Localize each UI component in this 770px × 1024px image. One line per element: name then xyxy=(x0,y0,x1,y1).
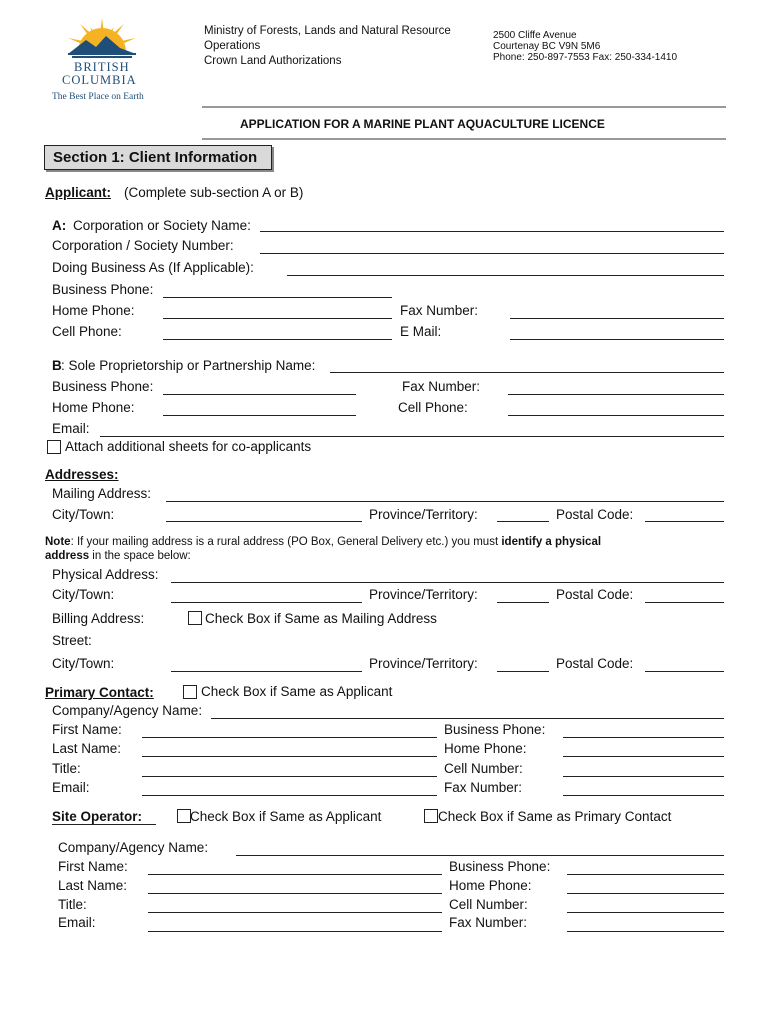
address-line3: Phone: 250-897-7553 Fax: 250-334-1410 xyxy=(493,52,678,63)
billing-label: Billing Address: xyxy=(52,611,145,626)
pc-home-phone-label: Home Phone: xyxy=(444,741,527,756)
mailing-postal-field[interactable] xyxy=(645,521,724,522)
site-operator-label: Site Operator: xyxy=(52,809,143,824)
so-same-applicant-label: Check Box if Same as Applicant xyxy=(190,809,382,824)
bc-sun-mountain-icon xyxy=(50,12,154,60)
addresses-label: Addresses: xyxy=(45,467,119,482)
header-divider xyxy=(202,106,726,108)
b-cell-phone-label: Cell Phone: xyxy=(398,400,468,415)
so-title-label: Title: xyxy=(58,897,87,912)
primary-same-checkbox[interactable] xyxy=(183,685,197,699)
mailing-field[interactable] xyxy=(166,501,724,502)
logo-line1: BRITISH xyxy=(74,60,130,74)
pc-title-field[interactable] xyxy=(142,776,437,777)
pc-business-phone-label: Business Phone: xyxy=(444,722,546,737)
street-label: Street: xyxy=(52,633,92,648)
note-label: Note xyxy=(45,536,71,548)
so-fax-number-label: Fax Number: xyxy=(449,915,528,930)
so-home-phone-field[interactable] xyxy=(567,893,724,894)
a-home-phone-label: Home Phone: xyxy=(52,303,135,318)
physical-postal-label: Postal Code: xyxy=(556,587,634,602)
b-business-phone-field[interactable] xyxy=(163,394,356,395)
sole-prop-field[interactable] xyxy=(330,372,724,373)
a-home-phone-field[interactable] xyxy=(163,318,392,319)
pc-fax-number-label: Fax Number: xyxy=(444,780,523,795)
billing-province-field[interactable] xyxy=(497,671,549,672)
dba-label: Doing Business As (If Applicable): xyxy=(52,260,254,275)
so-same-applicant-checkbox[interactable] xyxy=(177,809,191,823)
b-email-field[interactable] xyxy=(100,436,724,437)
so-same-primary-label: Check Box if Same as Primary Contact xyxy=(438,809,672,824)
so-email-field[interactable] xyxy=(148,931,442,932)
section-title: Section 1: Client Information xyxy=(53,149,258,166)
corp-name-label: Corporation or Society Name: xyxy=(73,218,251,233)
pc-business-phone-field[interactable] xyxy=(563,737,724,738)
bc-logo xyxy=(50,12,154,104)
so-first-name-field[interactable] xyxy=(148,874,442,875)
mailing-city-field[interactable] xyxy=(166,521,362,522)
pc-email-label: Email: xyxy=(52,780,90,795)
address-line2: Courtenay BC V9N 5M6 xyxy=(493,41,601,52)
b-home-phone-field[interactable] xyxy=(163,415,356,416)
title-divider xyxy=(202,138,726,140)
pc-email-field[interactable] xyxy=(142,795,437,796)
a-cell-phone-label: Cell Phone: xyxy=(52,324,122,339)
section-title-box xyxy=(44,145,272,170)
mailing-province-label: Province/Territory: xyxy=(369,507,478,522)
a-business-phone-field[interactable] xyxy=(163,297,392,298)
billing-city-field[interactable] xyxy=(171,671,362,672)
attach-label: Attach additional sheets for co-applicants xyxy=(65,439,312,454)
pc-first-name-field[interactable] xyxy=(142,737,437,738)
physical-city-field[interactable] xyxy=(171,602,362,603)
b-fax-field[interactable] xyxy=(508,394,724,395)
physical-province-field[interactable] xyxy=(497,602,549,603)
a-cell-phone-field[interactable] xyxy=(163,339,392,340)
ministry-line1: Ministry of Forests, Lands and Natural Resource xyxy=(204,25,451,37)
primary-contact-label: Primary Contact: xyxy=(45,685,154,700)
applicant-instruction: (Complete sub-section A or B) xyxy=(124,185,304,200)
mailing-postal-label: Postal Code: xyxy=(556,507,634,522)
pc-last-name-field[interactable] xyxy=(142,756,437,757)
so-company-field[interactable] xyxy=(236,855,724,856)
sub-a-prefix: A: xyxy=(52,218,67,233)
a-fax-label: Fax Number: xyxy=(400,303,479,318)
a-business-phone-label: Business Phone: xyxy=(52,282,154,297)
physical-city-label: City/Town: xyxy=(52,587,115,602)
logo-tagline: The Best Place on Earth xyxy=(52,92,144,102)
site-operator-underline xyxy=(52,824,156,825)
so-same-primary-checkbox[interactable] xyxy=(424,809,438,823)
physical-province-label: Province/Territory: xyxy=(369,587,478,602)
so-fax-number-field[interactable] xyxy=(567,931,724,932)
ministry-line2: Operations xyxy=(204,40,261,52)
corp-number-label: Corporation / Society Number: xyxy=(52,238,234,253)
billing-same-checkbox[interactable] xyxy=(188,611,202,625)
billing-city-label: City/Town: xyxy=(52,656,115,671)
so-last-name-field[interactable] xyxy=(148,893,442,894)
address-note xyxy=(45,535,601,563)
pc-fax-number-field[interactable] xyxy=(563,795,724,796)
pc-cell-number-label: Cell Number: xyxy=(444,761,523,776)
pc-home-phone-field[interactable] xyxy=(563,756,724,757)
pc-cell-number-field[interactable] xyxy=(563,776,724,777)
billing-postal-label: Postal Code: xyxy=(556,656,634,671)
logo-line2: COLUMBIA xyxy=(62,73,137,87)
corp-number-field[interactable] xyxy=(260,253,724,254)
billing-same-label: Check Box if Same as Mailing Address xyxy=(205,611,437,626)
sole-prop-label: : Sole Proprietorship or Partnership Name: xyxy=(61,358,316,373)
b-email-label: Email: xyxy=(52,421,90,436)
a-email-field[interactable] xyxy=(510,339,724,340)
corp-name-field[interactable] xyxy=(260,231,724,232)
physical-label: Physical Address: xyxy=(52,567,159,582)
so-title-field[interactable] xyxy=(148,912,442,913)
physical-field[interactable] xyxy=(171,582,724,583)
pc-title-label: Title: xyxy=(52,761,81,776)
b-business-phone-label: Business Phone: xyxy=(52,379,154,394)
pc-company-label: Company/Agency Name: xyxy=(52,703,203,718)
pc-first-name-label: First Name: xyxy=(52,722,122,737)
a-email-label: E Mail: xyxy=(400,324,442,339)
pc-company-field[interactable] xyxy=(211,718,724,719)
so-first-name-label: First Name: xyxy=(58,859,128,874)
b-cell-phone-field[interactable] xyxy=(508,415,724,416)
mailing-province-field[interactable] xyxy=(497,521,549,522)
address-line1: 2500 Cliffe Avenue xyxy=(493,30,577,41)
billing-postal-field[interactable] xyxy=(645,671,724,672)
dba-field[interactable] xyxy=(287,275,724,276)
so-last-name-label: Last Name: xyxy=(58,878,128,893)
so-company-label: Company/Agency Name: xyxy=(58,840,209,855)
primary-same-label: Check Box if Same as Applicant xyxy=(201,684,393,699)
a-fax-field[interactable] xyxy=(510,318,724,319)
so-cell-number-label: Cell Number: xyxy=(449,897,528,912)
billing-province-label: Province/Territory: xyxy=(369,656,478,671)
so-business-phone-field[interactable] xyxy=(567,874,724,875)
note-bold2: address xyxy=(45,550,90,562)
b-home-phone-label: Home Phone: xyxy=(52,400,135,415)
note-text: : If your mailing address is a rural address (PO Box, General Delivery etc.) you must xyxy=(70,536,502,548)
mailing-city-label: City/Town: xyxy=(52,507,115,522)
so-email-label: Email: xyxy=(58,915,96,930)
note-bold: identify a physical xyxy=(501,536,602,548)
sub-b-prefix: B xyxy=(52,358,62,373)
ministry-line3: Crown Land Authorizations xyxy=(204,55,342,67)
physical-postal-field[interactable] xyxy=(645,602,724,603)
mailing-label: Mailing Address: xyxy=(52,486,152,501)
so-home-phone-label: Home Phone: xyxy=(449,878,532,893)
pc-last-name-label: Last Name: xyxy=(52,741,122,756)
applicant-label: Applicant: xyxy=(45,185,111,200)
b-fax-label: Fax Number: xyxy=(402,379,481,394)
attach-checkbox[interactable] xyxy=(47,440,61,454)
note-rest: in the space below: xyxy=(89,550,191,562)
so-business-phone-label: Business Phone: xyxy=(449,859,551,874)
so-cell-number-field[interactable] xyxy=(567,912,724,913)
form-title: APPLICATION FOR A MARINE PLANT AQUACULTURE LICENCE xyxy=(240,117,605,131)
